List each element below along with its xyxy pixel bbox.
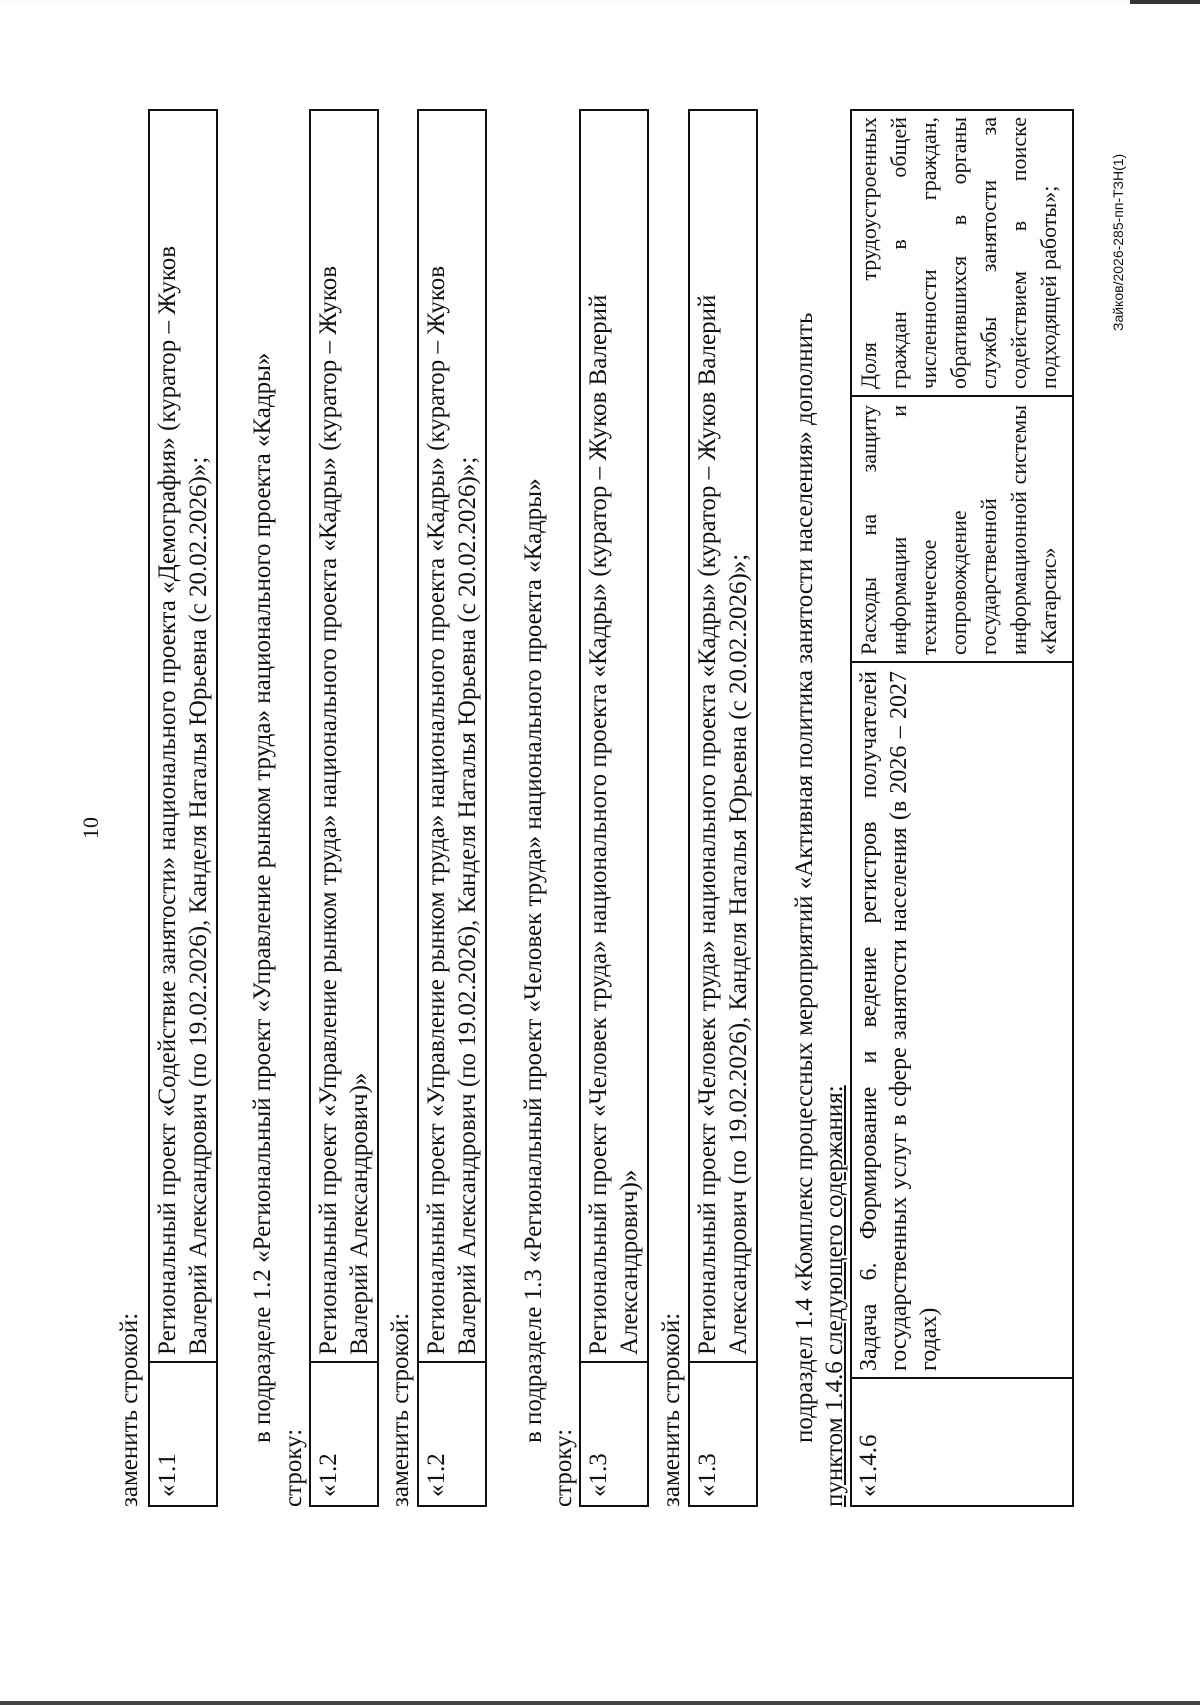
table-row-1-2-new [417, 109, 487, 1507]
row-text-line-2: Валерий Александрович)» [346, 1072, 373, 1355]
instruction-subsection-1-4: подраздел 1.4 «Комплекс процессных мероприятий «Активная политика занятости населения» дополнить [791, 312, 818, 1443]
table-row-1-3-old [579, 109, 649, 1507]
row-text [310, 110, 378, 1362]
row-number: «1.3 [689, 1362, 757, 1506]
instruction-replace-1-3: заменить строкой: [658, 1312, 685, 1507]
row-text [149, 110, 217, 1362]
row-text-line-2: Валерий Александрович (по 19.02.2026), Канделя Наталья Юрьевна (с 20.02.2026)»; [185, 456, 212, 1355]
instruction-replace-1-1: заменить строкой: [116, 1312, 143, 1507]
row-number: «1.4.6 [855, 1434, 882, 1497]
row-number: «1.2 [418, 1362, 486, 1506]
cell-divider [852, 661, 1072, 663]
row-text-line-2: Александрович (по 19.02.2026), Канделя Наталья Юрьевна (с 20.02.2026)»; [725, 553, 752, 1355]
table-row-1-3-new [688, 109, 758, 1507]
row-text [689, 110, 757, 1362]
table-row-1-4-6 [850, 109, 1074, 1507]
instruction-line-stroku-1-3: строку: [550, 1428, 577, 1507]
table-row-1-1-new [148, 109, 218, 1507]
instruction-line-stroku-1-2: строку: [280, 1428, 307, 1507]
row-text-line-2: Александрович)» [616, 1169, 643, 1355]
indicator-cell: Доля трудоустроенных граждан в общей численности граждан, обратившихся в органы службы занятости за содействием в поиске подходящей работы»; [856, 117, 1061, 389]
row-number: «1.2 [310, 1362, 378, 1506]
row-text-line-1: Региональный проект «Содействие занятости» национального проекта «Демография» (куратор – Жуков [154, 245, 181, 1355]
row-text-line-1: Региональный проект «Управление рынком труда» национального проекта «Кадры» (куратор – Жуков [315, 265, 342, 1355]
instruction-subsection-1-3: в подразделе 1.3 «Региональный проект «Человек труда» национального проекта «Кадры» [520, 478, 547, 1443]
expense-cell: Расходы на защиту информации и техническое сопровождение государственной информационной системы «Катарсис» [856, 405, 1061, 655]
cell-divider [852, 395, 1072, 397]
task-cell: Задача 6. Формирование и ведение регистров получателей государственных услуг в сфере занятости населения (в 2026 – 2027 годах) [856, 671, 942, 1371]
cell-divider [852, 1377, 1072, 1379]
row-text-line-2: Валерий Александрович (по 19.02.2026), Канделя Наталья Юрьевна (с 20.02.2026)»; [454, 456, 481, 1355]
row-text [580, 110, 648, 1362]
instruction-add-1-4-6: пунктом 1.4.6 следующего содержания: [821, 1085, 848, 1507]
instruction-replace-1-2: заменить строкой: [387, 1312, 414, 1507]
page-number: 10 [78, 817, 103, 839]
row-text-line-1: Региональный проект «Человек труда» национального проекта «Кадры» (куратор – Жуков Валерий [585, 294, 612, 1355]
document-code: Зайков/2026-285-пп-ТЗН(1) [1110, 153, 1126, 331]
row-text [418, 110, 486, 1362]
row-text-line-1: Региональный проект «Управление рынком труда» национального проекта «Кадры» (куратор – Жуков [423, 265, 450, 1355]
row-number: «1.1 [149, 1362, 217, 1506]
row-text-line-1: Региональный проект «Человек труда» национального проекта «Кадры» (куратор – Жуков Валерий [694, 294, 721, 1355]
row-number: «1.3 [580, 1362, 648, 1506]
table-row-1-2-old [309, 109, 379, 1507]
instruction-subsection-1-2: в подразделе 1.2 «Региональный проект «Управление рынком труда» национального проекта «Кадры» [249, 352, 276, 1443]
